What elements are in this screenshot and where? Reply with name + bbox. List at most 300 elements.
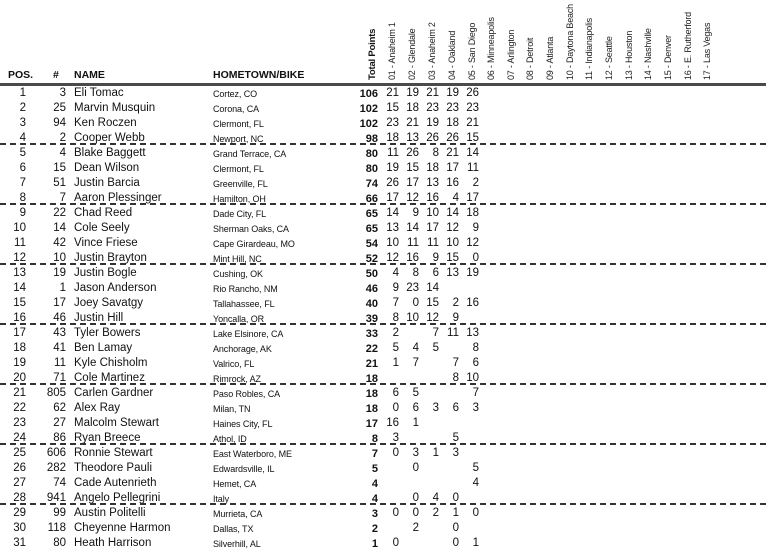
round-score-cell: 3 — [452, 447, 459, 459]
total-points-cell: 46 — [365, 283, 378, 295]
round-score-cell: 6 — [392, 387, 399, 399]
round-score-cell: 19 — [406, 87, 419, 99]
bike-number-cell: 19 — [53, 267, 66, 279]
header-round-10: 10 - Daytona Beach — [565, 4, 575, 80]
round-score-cell: 18 — [466, 207, 479, 219]
rider-name-cell: Aaron Plessinger — [74, 192, 162, 204]
round-score-cell: 19 — [446, 87, 459, 99]
table-row — [0, 341, 766, 356]
round-score-cell: 1 — [472, 537, 479, 549]
bike-number-cell: 282 — [46, 462, 66, 474]
table-row — [0, 116, 766, 131]
total-points-cell: 52 — [365, 253, 378, 265]
round-score-cell: 15 — [466, 132, 479, 144]
total-points-cell: 7 — [371, 448, 378, 460]
position-cell: 28 — [13, 492, 26, 504]
bike-number-cell: 11 — [54, 357, 66, 369]
bike-number-cell: 4 — [59, 147, 66, 159]
hometown-cell: Italy — [213, 494, 230, 504]
position-cell: 18 — [13, 342, 26, 354]
total-points-cell: 1 — [371, 538, 378, 550]
total-points-cell: 8 — [371, 433, 378, 445]
hometown-cell: Tallahassee, FL — [213, 299, 275, 309]
round-score-cell: 23 — [446, 102, 459, 114]
round-score-cell: 18 — [406, 102, 419, 114]
round-score-cell: 4 — [432, 492, 439, 504]
bike-number-cell: 41 — [53, 342, 66, 354]
round-score-cell: 21 — [466, 117, 479, 129]
header-round-3: 03 - Anaheim 2 — [427, 22, 437, 80]
round-score-cell: 17 — [466, 192, 479, 204]
bike-number-cell: 805 — [46, 387, 66, 399]
hometown-cell: Cortez, CO — [213, 89, 258, 99]
bike-number-cell: 42 — [53, 237, 66, 249]
table-row — [0, 146, 766, 161]
round-score-cell: 13 — [466, 327, 479, 339]
round-score-cell: 21 — [446, 147, 459, 159]
rider-name-cell: Carlen Gardner — [74, 387, 154, 399]
round-score-cell: 11 — [407, 237, 419, 249]
round-score-cell: 23 — [406, 282, 419, 294]
group-divider — [0, 323, 766, 325]
round-score-cell: 8 — [392, 312, 399, 324]
header-total-points: Total Points — [367, 28, 378, 80]
position-cell: 19 — [13, 357, 26, 369]
round-score-cell: 0 — [452, 537, 459, 549]
table-row — [0, 461, 766, 476]
round-score-cell: 10 — [466, 372, 479, 384]
bike-number-cell: 99 — [53, 507, 66, 519]
group-divider — [0, 263, 766, 265]
table-row — [0, 86, 766, 101]
table-row — [0, 176, 766, 191]
round-score-cell: 1 — [412, 417, 419, 429]
rider-name-cell: Tyler Bowers — [74, 327, 141, 339]
table-row — [0, 206, 766, 221]
hometown-cell: Haines City, FL — [213, 419, 273, 429]
rider-name-cell: Justin Bogle — [74, 267, 137, 279]
position-cell: 17 — [13, 327, 26, 339]
round-score-cell: 9 — [472, 222, 479, 234]
round-score-cell: 7 — [392, 297, 399, 309]
header-round-8: 08 - Detroit — [525, 37, 535, 80]
hometown-cell: Corona, CA — [213, 104, 260, 114]
round-score-cell: 14 — [426, 282, 439, 294]
round-score-cell: 26 — [386, 177, 399, 189]
header-round-6: 06 - Minneapolis — [486, 17, 496, 80]
position-cell: 16 — [13, 312, 26, 324]
round-score-cell: 23 — [386, 117, 399, 129]
round-score-cell: 21 — [386, 87, 399, 99]
round-score-cell: 4 — [392, 267, 399, 279]
round-score-cell: 21 — [426, 87, 439, 99]
rider-name-cell: Austin Politelli — [74, 507, 146, 519]
round-score-cell: 11 — [447, 327, 459, 339]
hometown-cell: Valrico, FL — [213, 359, 255, 369]
hometown-cell: Athol, ID — [213, 434, 247, 444]
round-score-cell: 18 — [426, 162, 439, 174]
header-hometown: HOMETOWN/BIKE — [213, 69, 305, 81]
table-row — [0, 416, 766, 431]
hometown-cell: East Waterboro, ME — [213, 449, 292, 459]
round-score-cell: 0 — [412, 297, 419, 309]
round-score-cell: 19 — [426, 117, 439, 129]
bike-number-cell: 118 — [47, 522, 66, 534]
round-score-cell: 2 — [392, 327, 399, 339]
position-cell: 9 — [19, 207, 26, 219]
round-score-cell: 11 — [467, 162, 479, 174]
hometown-cell: Silverhill, AL — [213, 539, 261, 549]
group-divider — [0, 503, 766, 505]
round-score-cell: 8 — [472, 342, 479, 354]
round-score-cell: 19 — [386, 162, 399, 174]
header-round-7: 07 - Arlington — [506, 29, 516, 80]
round-score-cell: 2 — [472, 177, 479, 189]
bike-number-cell: 14 — [53, 222, 66, 234]
header-round-12: 12 - Seattle — [604, 36, 614, 80]
round-score-cell: 3 — [392, 432, 399, 444]
rider-name-cell: Chad Reed — [74, 207, 133, 219]
round-score-cell: 6 — [432, 267, 439, 279]
round-score-cell: 7 — [412, 357, 419, 369]
total-points-cell: 50 — [365, 268, 378, 280]
bike-number-cell: 17 — [53, 297, 66, 309]
hometown-cell: Yoncalla, OR — [213, 314, 264, 324]
hometown-cell: Greenville, FL — [213, 179, 268, 189]
total-points-cell: 65 — [365, 223, 378, 235]
total-points-cell: 2 — [371, 523, 378, 535]
total-points-cell: 4 — [371, 478, 378, 490]
hometown-cell: Edwardsville, IL — [213, 464, 275, 474]
bike-number-cell: 1 — [59, 282, 66, 294]
position-cell: 1 — [19, 87, 26, 99]
bike-number-cell: 10 — [53, 252, 66, 264]
hometown-cell: Milan, TN — [213, 404, 251, 414]
hometown-cell: Clermont, FL — [213, 119, 264, 129]
round-score-cell: 14 — [386, 207, 399, 219]
rider-name-cell: Cole Seely — [74, 222, 130, 234]
hometown-cell: Grand Terrace, CA — [213, 149, 287, 159]
rider-name-cell: Ronnie Stewart — [74, 447, 153, 459]
rider-name-cell: Marvin Musquin — [74, 102, 156, 114]
rider-name-cell: Justin Barcia — [74, 177, 140, 189]
rider-name-cell: Dean Wilson — [74, 162, 140, 174]
bike-number-cell: 80 — [53, 537, 66, 549]
group-divider — [0, 443, 766, 445]
table-row — [0, 506, 766, 521]
bike-number-cell: 3 — [59, 87, 66, 99]
round-score-cell: 26 — [426, 132, 439, 144]
round-score-cell: 26 — [406, 147, 419, 159]
round-score-cell: 6 — [472, 357, 479, 369]
total-points-cell: 17 — [365, 418, 378, 430]
rider-name-cell: Cole Martinez — [74, 372, 145, 384]
hometown-cell: Mint Hill, NC — [213, 254, 262, 264]
group-divider — [0, 203, 766, 205]
position-cell: 25 — [13, 447, 26, 459]
round-score-cell: 17 — [406, 177, 419, 189]
table-row — [0, 281, 766, 296]
header-round-13: 13 - Houston — [624, 30, 634, 80]
header-round-14: 14 - Nashville — [643, 28, 653, 80]
rider-name-cell: Alex Ray — [74, 402, 121, 414]
round-score-cell: 4 — [412, 342, 419, 354]
round-score-cell: 16 — [386, 417, 399, 429]
hometown-cell: Rio Rancho, NM — [213, 284, 278, 294]
position-cell: 4 — [19, 132, 26, 144]
round-score-cell: 26 — [446, 132, 459, 144]
round-score-cell: 0 — [412, 462, 419, 474]
round-score-cell: 23 — [466, 102, 479, 114]
rider-name-cell: Theodore Pauli — [74, 462, 152, 474]
position-cell: 29 — [13, 507, 26, 519]
hometown-cell: Newport, NC — [213, 134, 264, 144]
header-number: # — [53, 69, 59, 81]
rider-name-cell: Kyle Chisholm — [74, 357, 148, 369]
position-cell: 14 — [13, 282, 26, 294]
round-score-cell: 9 — [412, 207, 419, 219]
header-round-4: 04 - Oakland — [447, 30, 457, 80]
position-cell: 26 — [13, 462, 26, 474]
header-round-9: 09 - Atlanta — [545, 36, 555, 80]
round-score-cell: 5 — [432, 342, 439, 354]
rider-name-cell: Justin Brayton — [74, 252, 147, 264]
total-points-cell: 98 — [365, 133, 378, 145]
round-score-cell: 13 — [446, 267, 459, 279]
position-cell: 7 — [19, 177, 26, 189]
round-score-cell: 11 — [427, 237, 439, 249]
group-divider — [0, 383, 766, 385]
position-cell: 27 — [13, 477, 26, 489]
round-score-cell: 10 — [386, 237, 399, 249]
position-cell: 20 — [13, 372, 26, 384]
position-cell: 22 — [13, 402, 26, 414]
position-cell: 6 — [19, 162, 26, 174]
round-score-cell: 19 — [466, 267, 479, 279]
table-row — [0, 401, 766, 416]
round-score-cell: 8 — [452, 372, 459, 384]
total-points-cell: 65 — [365, 208, 378, 220]
round-score-cell: 0 — [392, 537, 399, 549]
bike-number-cell: 62 — [53, 402, 66, 414]
position-cell: 23 — [13, 417, 26, 429]
table-row — [0, 101, 766, 116]
total-points-cell: 33 — [365, 328, 378, 340]
total-points-cell: 66 — [365, 193, 378, 205]
round-score-cell: 12 — [386, 252, 399, 264]
total-points-cell: 3 — [371, 508, 378, 520]
total-points-cell: 106 — [359, 88, 378, 100]
table-row — [0, 161, 766, 176]
hometown-cell: Dade City, FL — [213, 209, 267, 219]
bike-number-cell: 74 — [53, 477, 66, 489]
header-round-17: 17 - Las Vegas — [702, 22, 712, 80]
bike-number-cell: 22 — [53, 207, 66, 219]
total-points-cell: 54 — [365, 238, 378, 250]
rider-name-cell: Cheyenne Harmon — [74, 522, 171, 534]
round-score-cell: 10 — [406, 312, 419, 324]
round-score-cell: 16 — [426, 192, 439, 204]
position-cell: 13 — [13, 267, 26, 279]
position-cell: 15 — [13, 297, 26, 309]
round-score-cell: 5 — [392, 342, 399, 354]
round-score-cell: 0 — [392, 402, 399, 414]
table-row — [0, 236, 766, 251]
table-row — [0, 386, 766, 401]
hometown-cell: Cushing, OK — [213, 269, 263, 279]
table-row — [0, 476, 766, 491]
rider-name-cell: Jason Anderson — [74, 282, 157, 294]
round-score-cell: 3 — [412, 447, 419, 459]
round-score-cell: 13 — [386, 222, 399, 234]
position-cell: 3 — [19, 117, 26, 129]
position-cell: 24 — [13, 432, 26, 444]
table-row — [0, 296, 766, 311]
round-score-cell: 10 — [446, 237, 459, 249]
group-divider — [0, 143, 766, 145]
round-score-cell: 26 — [466, 87, 479, 99]
rider-name-cell: Angelo Pellegrini — [74, 492, 161, 504]
rider-name-cell: Heath Harrison — [74, 537, 152, 549]
header-round-2: 02 - Glendale — [407, 28, 417, 80]
total-points-cell: 22 — [365, 343, 378, 355]
round-score-cell: 7 — [452, 357, 459, 369]
hometown-cell: Paso Robles, CA — [213, 389, 281, 399]
rider-name-cell: Justin Hill — [74, 312, 124, 324]
round-score-cell: 16 — [406, 252, 419, 264]
round-score-cell: 16 — [466, 297, 479, 309]
total-points-cell: 102 — [359, 103, 378, 115]
hometown-cell: Sherman Oaks, CA — [213, 224, 289, 234]
round-score-cell: 6 — [412, 402, 419, 414]
round-score-cell: 15 — [446, 252, 459, 264]
bike-number-cell: 86 — [53, 432, 66, 444]
table-row — [0, 521, 766, 536]
header-round-16: 16 - E. Rutherford — [683, 12, 693, 80]
rider-name-cell: Malcolm Stewart — [74, 417, 159, 429]
rider-name-cell: Blake Baggett — [74, 147, 146, 159]
round-score-cell: 1 — [392, 357, 399, 369]
round-score-cell: 1 — [452, 507, 459, 519]
header-round-5: 05 - San Diego — [467, 22, 477, 80]
rider-name-cell: Eli Tomac — [74, 87, 124, 99]
round-score-cell: 1 — [432, 447, 439, 459]
table-row — [0, 266, 766, 281]
round-score-cell: 7 — [432, 327, 439, 339]
table-row — [0, 356, 766, 371]
bike-number-cell: 941 — [46, 492, 66, 504]
bike-number-cell: 606 — [46, 447, 66, 459]
total-points-cell: 4 — [371, 493, 378, 505]
table-row — [0, 326, 766, 341]
round-score-cell: 2 — [452, 297, 459, 309]
round-score-cell: 18 — [386, 132, 399, 144]
hometown-cell: Anchorage, AK — [213, 344, 272, 354]
round-score-cell: 0 — [472, 252, 479, 264]
round-score-cell: 4 — [472, 477, 479, 489]
total-points-cell: 18 — [365, 373, 378, 385]
total-points-cell: 80 — [365, 163, 378, 175]
round-score-cell: 7 — [472, 387, 479, 399]
position-cell: 31 — [13, 537, 26, 549]
round-score-cell: 10 — [426, 207, 439, 219]
header-round-11: 11 - Indianapolis — [584, 18, 594, 80]
position-cell: 5 — [19, 147, 26, 159]
round-score-cell: 17 — [386, 192, 399, 204]
hometown-cell: Lake Elsinore, CA — [213, 329, 284, 339]
round-score-cell: 12 — [406, 192, 419, 204]
rider-name-cell: Ben Lamay — [74, 342, 133, 354]
round-score-cell: 21 — [406, 117, 419, 129]
table-row — [0, 221, 766, 236]
position-cell: 2 — [19, 102, 26, 114]
round-score-cell: 5 — [452, 432, 459, 444]
position-cell: 21 — [13, 387, 26, 399]
round-score-cell: 14 — [466, 147, 479, 159]
position-cell: 8 — [19, 192, 26, 204]
bike-number-cell: 7 — [59, 192, 66, 204]
position-cell: 11 — [14, 237, 26, 249]
round-score-cell: 3 — [432, 402, 439, 414]
bike-number-cell: 43 — [53, 327, 66, 339]
hometown-cell: Cape Girardeau, MO — [213, 239, 295, 249]
rider-name-cell: Cade Autenrieth — [74, 477, 157, 489]
round-score-cell: 2 — [432, 507, 439, 519]
round-score-cell: 0 — [392, 507, 399, 519]
total-points-cell: 5 — [371, 463, 378, 475]
hometown-cell: Rimrock, AZ — [213, 374, 261, 384]
round-score-cell: 9 — [392, 282, 399, 294]
round-score-cell: 13 — [426, 177, 439, 189]
round-score-cell: 0 — [452, 522, 459, 534]
bike-number-cell: 27 — [53, 417, 66, 429]
table-row — [0, 446, 766, 461]
round-score-cell: 17 — [446, 162, 459, 174]
position-cell: 10 — [13, 222, 26, 234]
bike-number-cell: 25 — [53, 102, 66, 114]
total-points-cell: 39 — [365, 313, 378, 325]
bike-number-cell: 2 — [59, 132, 66, 144]
round-score-cell: 23 — [426, 102, 439, 114]
rider-name-cell: Joey Savatgy — [74, 297, 144, 309]
total-points-cell: 18 — [365, 388, 378, 400]
bike-number-cell: 94 — [53, 117, 66, 129]
bike-number-cell: 71 — [53, 372, 66, 384]
round-score-cell: 15 — [386, 102, 399, 114]
round-score-cell: 4 — [452, 192, 459, 204]
total-points-cell: 74 — [365, 178, 378, 190]
round-score-cell: 13 — [406, 132, 419, 144]
round-score-cell: 15 — [406, 162, 419, 174]
bike-number-cell: 51 — [53, 177, 66, 189]
bike-number-cell: 46 — [53, 312, 66, 324]
round-score-cell: 9 — [432, 252, 439, 264]
round-score-cell: 8 — [412, 267, 419, 279]
rider-name-cell: Ken Roczen — [74, 117, 137, 129]
header-round-15: 15 - Denver — [663, 35, 673, 80]
header-round-1: 01 - Anaheim 1 — [387, 22, 397, 80]
round-score-cell: 12 — [426, 312, 439, 324]
round-score-cell: 3 — [472, 402, 479, 414]
rider-name-cell: Ryan Breece — [74, 432, 141, 444]
position-cell: 12 — [13, 252, 26, 264]
round-score-cell: 5 — [472, 462, 479, 474]
round-score-cell: 15 — [426, 297, 439, 309]
round-score-cell: 6 — [452, 402, 459, 414]
total-points-cell: 102 — [359, 118, 378, 130]
round-score-cell: 18 — [446, 117, 459, 129]
round-score-cell: 12 — [446, 222, 459, 234]
